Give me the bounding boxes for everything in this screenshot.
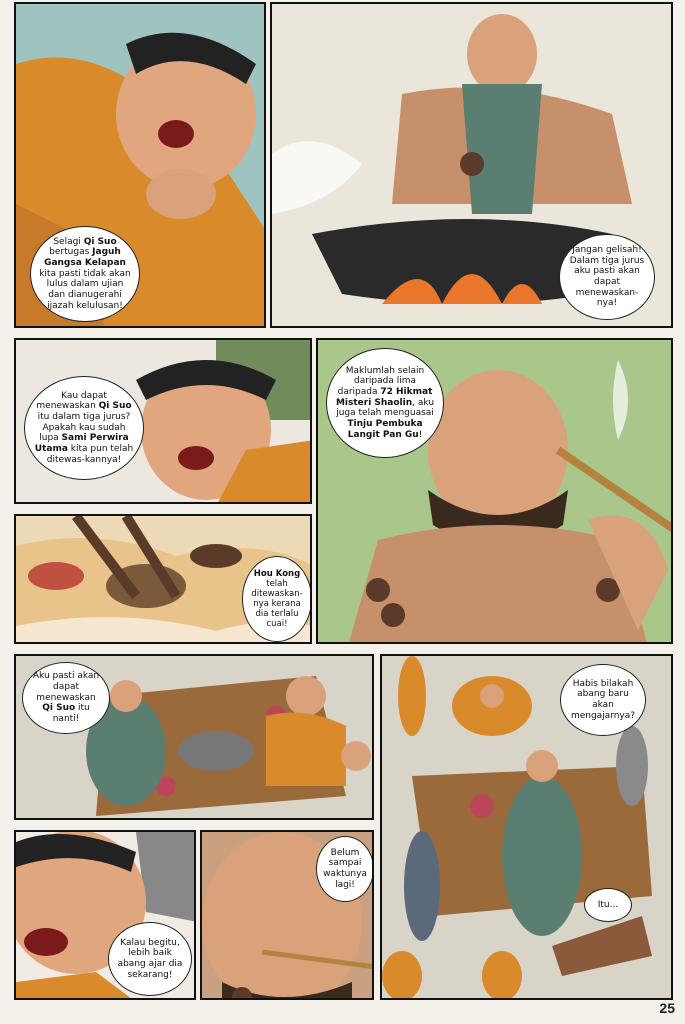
bubble-text: Itu...	[597, 899, 619, 910]
speech-bubble-small	[584, 888, 632, 922]
speech-bubble	[242, 556, 312, 642]
speech-bubble	[316, 836, 374, 902]
bubble-text: Belum sampai waktunya lagi!	[323, 847, 367, 890]
bubble-text: Hou Kong telah ditewaskan-nya kerana dia terlalu cuai!	[251, 568, 303, 630]
panel-5	[14, 514, 312, 644]
page-number: 25	[659, 1000, 675, 1016]
panel-6	[14, 654, 374, 820]
panel-8	[14, 830, 196, 1000]
panel-3	[14, 338, 312, 504]
speech-bubble	[559, 234, 655, 320]
bubble-text: Maklumlah selain daripada lima daripada 72 Hikmat Misteri Shaolin, aku juga telah menguasai Tinju Pembuka Langit Pan Gu!	[335, 365, 435, 440]
panel-7	[380, 654, 673, 1000]
panel-4	[316, 338, 673, 644]
panel-2	[270, 2, 673, 328]
bubble-text: Habis bilakah abang baru akan mengajarnya?	[570, 678, 636, 721]
speech-bubble	[24, 376, 144, 480]
speech-bubble	[22, 662, 110, 734]
speech-bubble	[326, 348, 444, 458]
panel-1	[14, 2, 266, 328]
bubble-text: Aku pasti akan dapat menewaskan Qi Suo itu nanti!	[32, 671, 100, 724]
bubble-text: Selagi Qi Suo bertugas Jaguh Gangsa Kelapan kita pasti tidak akan lulus dalam ujian dan dianugerahi ijazah kelulusan!	[39, 236, 131, 311]
speech-bubble	[108, 922, 192, 996]
panel-9	[200, 830, 374, 1000]
bubble-text: Kau dapat menewaskan Qi Suo itu dalam tiga jurus? Apakah kau sudah lupa Sami Perwira Utama kita pun telah ditewas-kannya!	[34, 390, 134, 465]
speech-bubble	[30, 226, 140, 322]
bubble-text: Kalau begitu, lebih baik abang ajar dia sekarang!	[117, 937, 183, 980]
speech-bubble	[560, 664, 646, 736]
bubble-text: Jangan gelisah! Dalam tiga jurus aku pasti akan dapat menewaskan-nya!	[569, 245, 645, 309]
